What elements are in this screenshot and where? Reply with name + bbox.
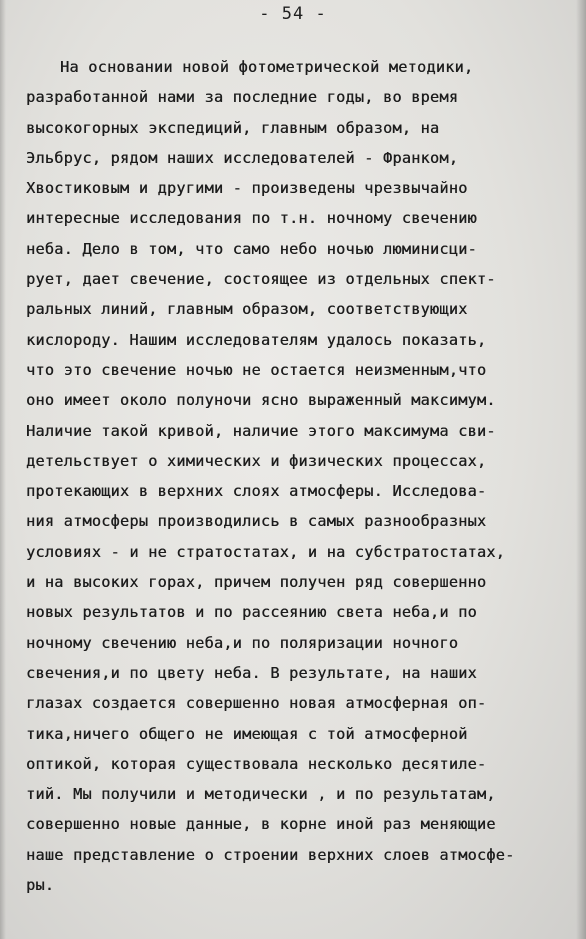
text-line: наше представление о строении верхних слоев атмосфе- (26, 845, 515, 864)
text-line: свечения,и по цвету неба. В результате, на наших (26, 663, 477, 682)
text-line: кислороду. Нашим исследователям удалось показать, (26, 330, 487, 349)
text-line: оптикой, которая существовала несколько десятиле- (26, 754, 487, 773)
text-line: протекающих в верхних слоях атмосферы. Исследова- (26, 482, 487, 501)
text-line: тика,ничего общего не имеющая с той атмосферной (26, 724, 468, 743)
text-line: Эльбрус, рядом наших исследователей - Франком, (26, 148, 459, 167)
text-line: совершенно новые данные, в корне иной раз меняющие (26, 815, 496, 834)
text-line: неба. Дело в том, что само небо ночью люминисци- (26, 239, 477, 258)
text-line: высокогорных экспедиций, главным образом, на (26, 118, 440, 137)
text-line: новых результатов и по рассеянию света неба,и по (26, 603, 477, 622)
text-line: и на высоких горах, причем получен ряд совершенно (26, 573, 487, 592)
text-line: На основании новой фотометрической методики, (60, 58, 474, 76)
text-line: интересные исследования по т.н. ночному свечению (26, 209, 477, 228)
text-line: ния атмосферы производились в самых разнообразных (26, 512, 487, 531)
body-paragraph (26, 52, 578, 900)
text-line: оно имеет около полуночи ясно выраженный максимум. (26, 391, 496, 410)
text-line: тий. Мы получили и методически , и по результатам, (26, 785, 496, 804)
text-line: глазах создается совершенно новая атмосферная оп- (26, 694, 487, 713)
text-line: Наличие такой кривой, наличие этого максимума сви- (26, 421, 496, 440)
text-line: что это свечение ночью не остается неизменным,что (26, 360, 487, 379)
text-line: ночному свечению неба,и по поляризации ночного (26, 633, 459, 652)
page-edge-shadow-left (0, 0, 6, 939)
text-line: детельствует о химических и физических процессах, (26, 451, 487, 470)
text-line: рует, дает свечение, состоящее из отдельных спект- (26, 270, 496, 289)
text-line: условиях - и не стратостатах, и на субстратостатах, (26, 542, 506, 561)
text-line: Хвостиковым и другими - произведены чрезвычайно (26, 179, 468, 198)
page-number: - 54 - (259, 4, 327, 24)
text-line: ры. (26, 876, 55, 895)
text-line: ральных линий, главным образом, соответствующих (26, 300, 468, 319)
text-line: разработанной нами за последние годы, во время (26, 88, 459, 107)
